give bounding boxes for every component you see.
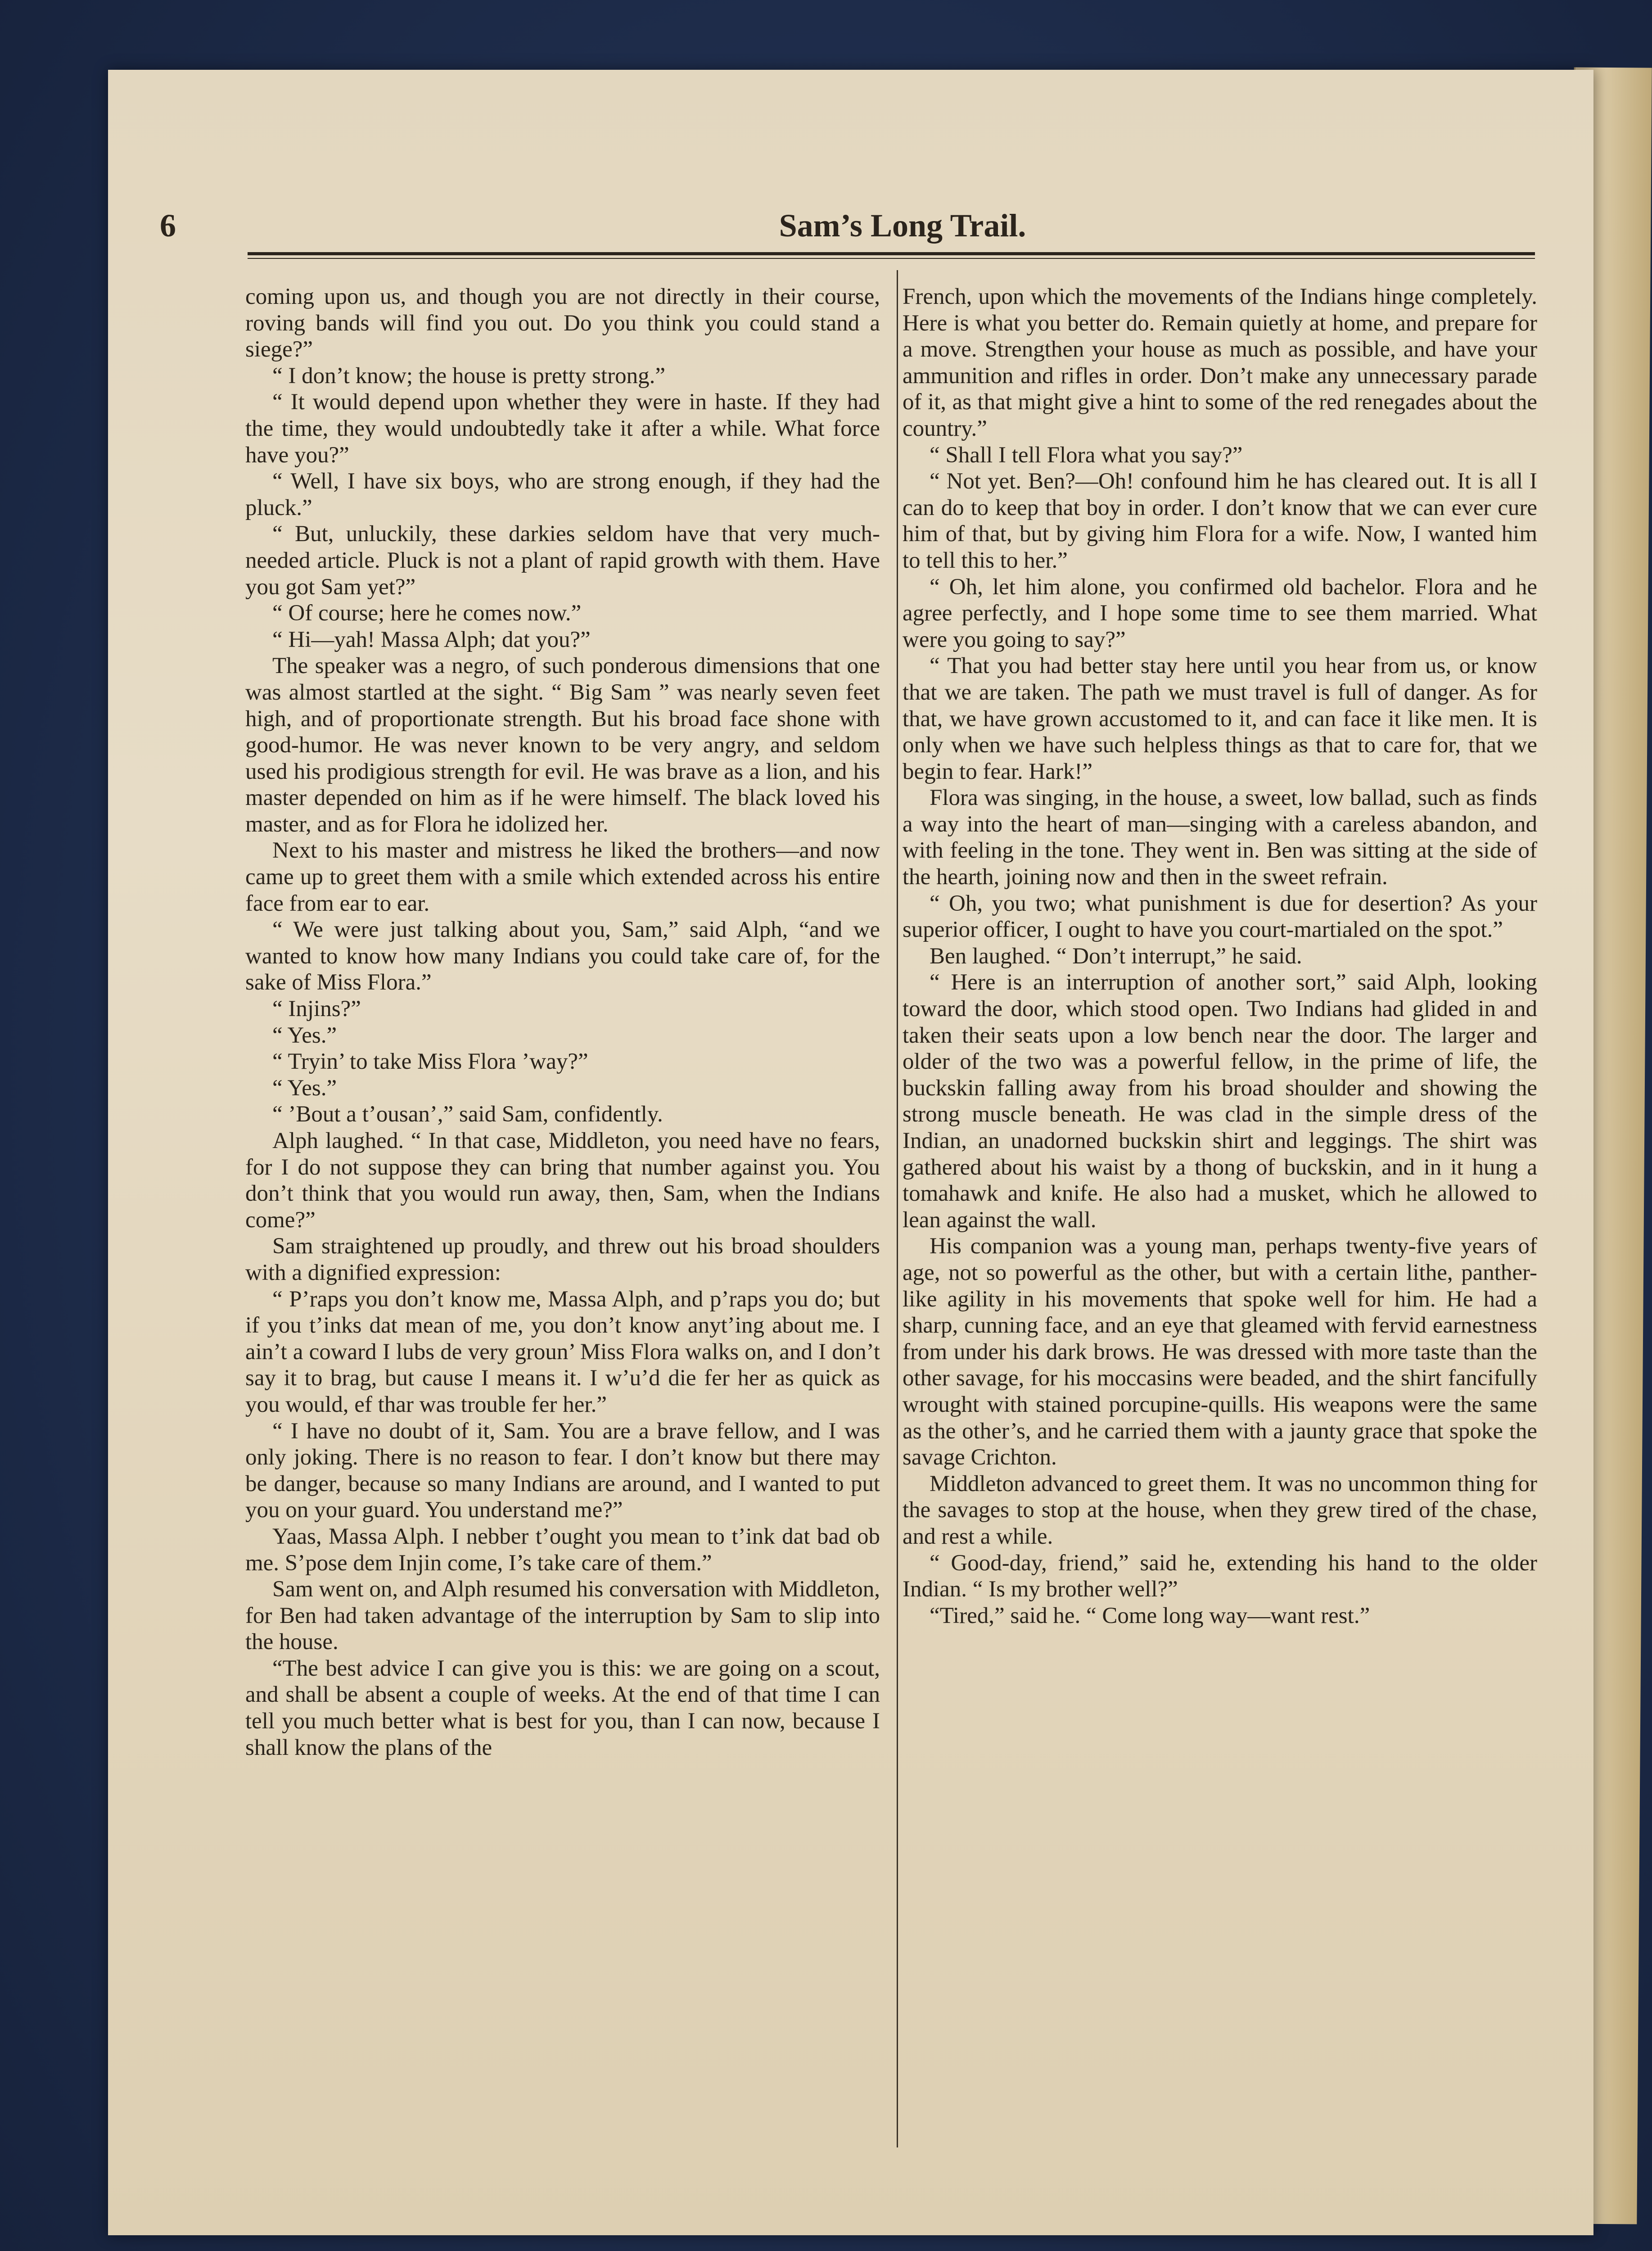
paragraph: “ I have no doubt of it, Sam. You are a brave fellow, and I was only joking. There is no reason to fear. I don’t know but there may be danger, because so many Indians are around, and I wanted to put you on your guard. You understand me?” bbox=[245, 1418, 880, 1523]
paragraph: Yaas, Massa Alph. I nebber t’ought you mean to t’ink dat bad ob me. S’pose dem Injin come, I’s take care of them.” bbox=[245, 1523, 880, 1576]
paragraph: Flora was singing, in the house, a sweet, low ballad, such as finds a way into the heart of man—singing with a careless abandon, and with feeling in the tone. They went in. Ben was sitting at the side of the hearth, joining now and then in the sweet refrain. bbox=[903, 785, 1537, 890]
paragraph: “ Injins?” bbox=[272, 996, 361, 1022]
left-text-column bbox=[245, 284, 880, 1761]
header-rule-thin bbox=[248, 258, 1535, 259]
paragraph: Sam went on, and Alph resumed his conversation with Middleton, for Ben had taken advantage of the interruption by Sam to slip into the house. bbox=[245, 1577, 880, 1655]
paragraph: The speaker was a negro, of such ponderous dimensions that one was almost startled at the sight. “ Big Sam ” was nearly seven feet high, and of proportionate strength. But his broad face shone with good-humor. He was never known to be very angry, and seldom used his prodigious strength for evil. He was brave as a lion, and his master depended on him as if he were himself. The black loved his master, and as for Flora he idolized her. bbox=[245, 653, 880, 837]
paragraph: “ It would depend upon whether they were in haste. If they had the time, they would undoubtedly take it after a while. What force have you?” bbox=[245, 389, 880, 468]
paragraph: “ Oh, you two; what punishment is due for desertion? As your superior officer, I ought to have you court-martialed on the spot.” bbox=[903, 890, 1537, 943]
column-divider bbox=[897, 270, 898, 2147]
paragraph: coming upon us, and though you are not directly in their course, roving bands will find you out. Do you think you could stand a siege?” bbox=[245, 284, 880, 362]
right-text-column bbox=[903, 284, 1537, 1629]
paragraph: “ ’Bout a t’ousan’,” said Sam, confidently. bbox=[272, 1102, 663, 1127]
paragraph: Next to his master and mistress he liked the brothers—and now came up to greet them with a smile which extended across his entire face from ear to ear. bbox=[245, 838, 880, 916]
paragraph: “Tired,” said he. “ Come long way—want rest.” bbox=[930, 1603, 1370, 1628]
paragraph: “ Shall I tell Flora what you say?” bbox=[930, 442, 1243, 468]
paragraph: Ben laughed. “ Don’t interrupt,” he said. bbox=[930, 943, 1302, 969]
paragraph: “ Yes.” bbox=[272, 1022, 337, 1048]
paragraph: “ I don’t know; the house is pretty strong.” bbox=[272, 363, 666, 389]
page-number: 6 bbox=[160, 208, 176, 244]
paragraph: “ Yes.” bbox=[272, 1075, 337, 1101]
paragraph: Sam straightened up proudly, and threw out his broad shoulders with a dignified expression: bbox=[245, 1234, 880, 1285]
running-title: Sam’s Long Trail. bbox=[779, 208, 1026, 244]
paragraph: “ Hi—yah! Massa Alph; dat you?” bbox=[272, 627, 591, 652]
paragraph: Middleton advanced to greet them. It was no uncommon thing for the savages to stop at the house, when they grew tired of the chase, and rest a while. bbox=[903, 1471, 1537, 1549]
paragraph: “ That you had better stay here until you hear from us, or know that we are taken. The path we must travel is full of danger. As for that, we have grown accustomed to it, and can face it like men. It is only when we have such helpless things as that to care for, that we begin to fear. Hark!” bbox=[903, 653, 1537, 784]
paragraph: “ Not yet. Ben?—Oh! confound him he has cleared out. It is all I can do to keep that boy in order. I don’t know that we can ever cure him of that, but by giving him Flora for a wife. Now, I wanted him to tell this to her.” bbox=[903, 469, 1537, 573]
paragraph: “ But, unluckily, these darkies seldom have that very much-needed article. Pluck is not a plant of rapid growth with them. Have you got Sam yet?” bbox=[245, 521, 880, 600]
paragraph: “ Of course; here he comes now.” bbox=[272, 601, 582, 626]
page-header bbox=[160, 207, 1537, 248]
paragraph: “The best advice I can give you is this: we are going on a scout, and shall be absent a couple of weeks. At the end of that time I can tell you much better what is best for you, than I can now, because I shall know the plans of the bbox=[245, 1655, 880, 1760]
paragraph: “ Tryin’ to take Miss Flora ’way?” bbox=[272, 1049, 588, 1075]
paragraph: Alph laughed. “ In that case, Middleton, you need have no fears, for I do not suppose they can bring that number against you. You don’t think that you would run away, then, Sam, when the Indians come?” bbox=[245, 1128, 880, 1233]
paragraph: “ Good-day, friend,” said he, extending his hand to the older Indian. “ Is my brother well?” bbox=[903, 1550, 1537, 1602]
paragraph: “ P’raps you don’t know me, Massa Alph, and p’raps you do; but if you t’inks dat mean of me, you don’t know anyt’ing about me. I ain’t a coward I lubs de very groun’ Miss Flora walks on, and I don’t say it to brag, but cause I means it. I w’u’d die fer her as quick as you would, ef thar was trouble fer her.” bbox=[245, 1286, 880, 1417]
paragraph: “ Here is an interruption of another sort,” said Alph, looking toward the door, which stood open. Two Indians had glided in and taken their seats upon a low bench near the door. The larger and older of the two was a powerful fellow, in the prime of life, the buckskin falling away from his broad shoulder and showing the strong muscle beneath. He was clad in the simple dress of the Indian, an unadorned buckskin shirt and leggings. The shirt was gathered about his waist by a thong of buckskin, and in it hung a tomahawk and knife. He also had a musket, which he allowed to lean against the wall. bbox=[903, 970, 1537, 1233]
paragraph: “ Oh, let him alone, you confirmed old bachelor. Flora and he agree perfectly, and I hope some time to see them married. What were you going to say?” bbox=[903, 574, 1537, 652]
paragraph: French, upon which the movements of the Indians hinge completely. Here is what you better do. Remain quietly at home, and prepare for a move. Strengthen your house as much as possible, and have your ammunition and rifles in order. Don’t make any unnecessary parade of it, as that might give a hint to some of the red renegades about the country.” bbox=[903, 284, 1537, 441]
paragraph: “ Well, I have six boys, who are strong enough, if they had the pluck.” bbox=[245, 469, 880, 520]
paragraph: His companion was a young man, perhaps twenty-five years of age, not so powerful as the other, but with a certain lithe, panther-like agility in his movements that spoke well for him. He had a sharp, cunning face, and an eye that gleamed with fervid earnestness from under his dark brows. He was dressed with more taste than the other savage, for his moccasins were beaded, and the shirt fancifully wrought with stained porcupine-quills. His weapons were the same as the other’s, and he carried them with a jaunty grace that spoke the savage Crichton. bbox=[903, 1234, 1537, 1470]
header-rule bbox=[248, 252, 1535, 255]
paragraph: “ We were just talking about you, Sam,” said Alph, “and we wanted to know how many Indians you could take care of, for the sake of Miss Flora.” bbox=[245, 917, 880, 995]
